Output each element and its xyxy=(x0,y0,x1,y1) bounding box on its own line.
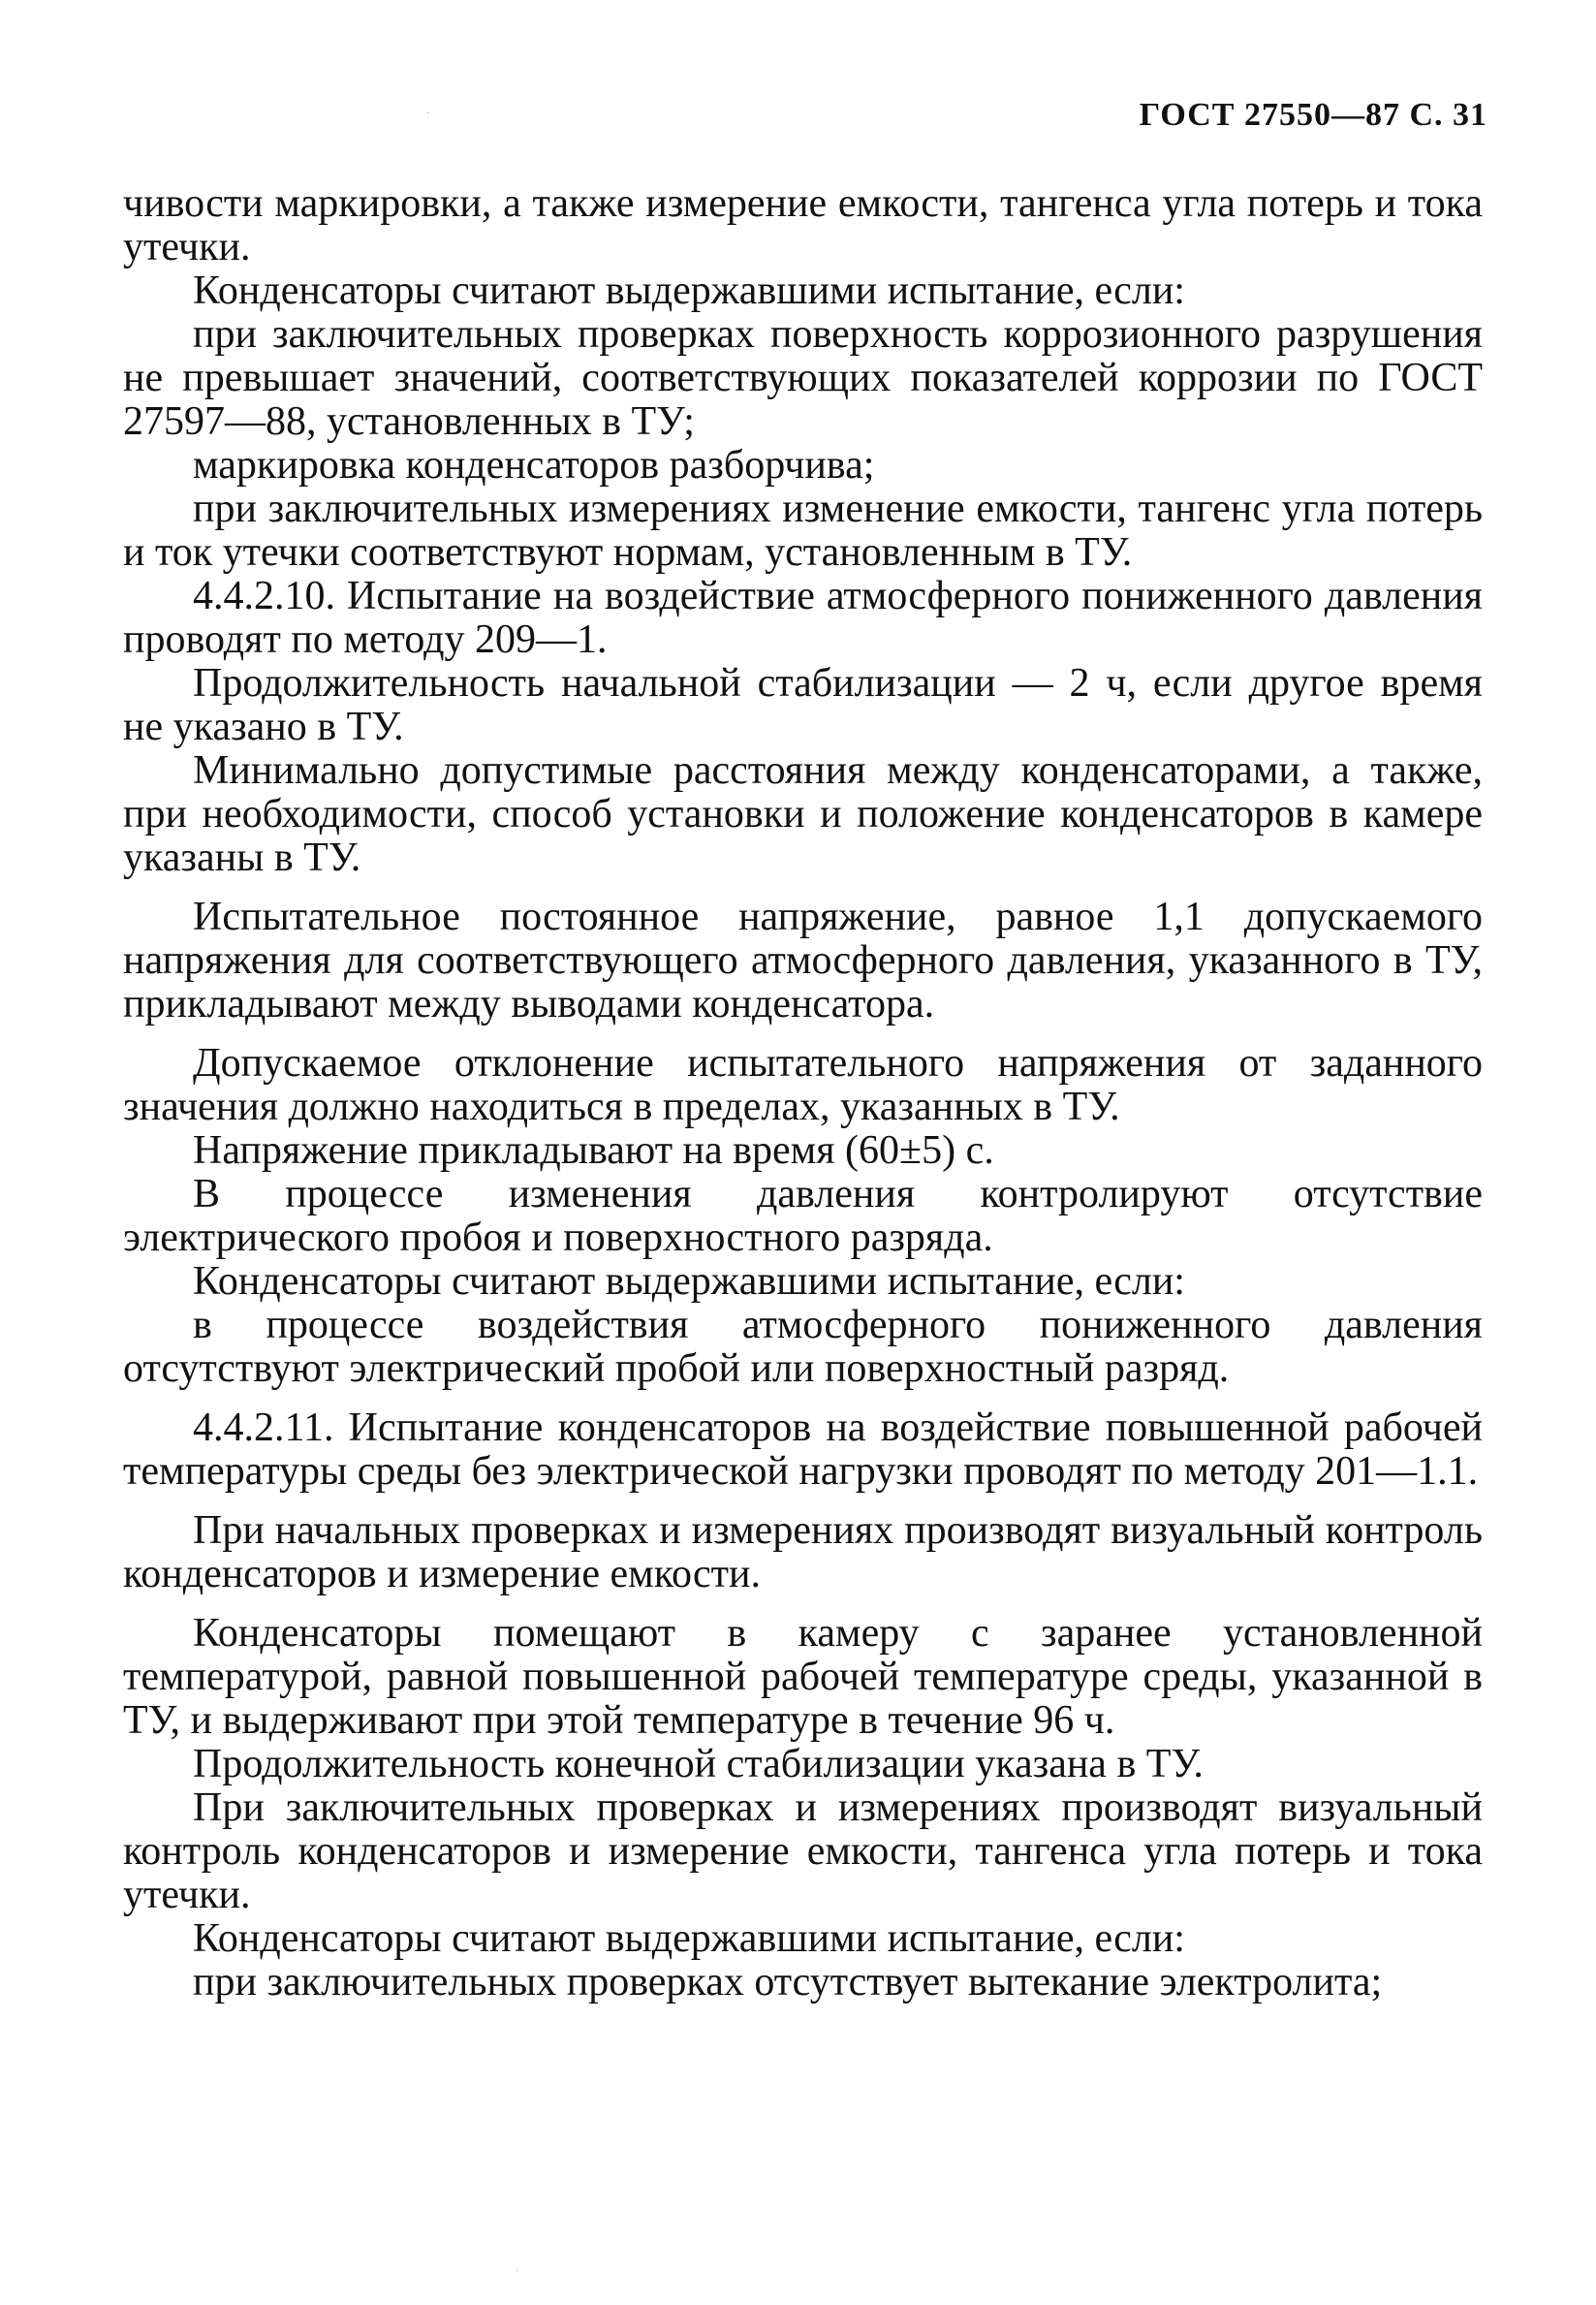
page-header: ГОСТ 27550—87 С. 31 xyxy=(1139,97,1487,133)
paragraph: при заключительных проверках поверхность коррозионного разрушения не превышает значений, соответствующих показателей коррозии по ГОСТ 27597—88, установленных в ТУ; xyxy=(123,312,1483,444)
paragraph: В процессе изменения давления контролируют отсутствие электрического пробоя и поверхностного разряда. xyxy=(123,1172,1483,1260)
paragraph: при заключительных проверках отсутствует вытекание электролита; xyxy=(193,1960,1383,2005)
scan-speck: · xyxy=(516,2266,519,2277)
paragraph: Допускаемое отклонение испытательного напряжения от заданного значения должно находиться в пределах, указанных в ТУ. xyxy=(123,1041,1483,1129)
paragraph: маркировка конденсаторов разборчива; xyxy=(193,443,875,488)
paragraph: в процессе воздействия атмосферного пониженного давления отсутствуют электрический пробой или поверхностный разряд. xyxy=(123,1303,1483,1391)
document-body xyxy=(123,182,1483,2005)
paragraph: Минимально допустимые расстояния между конденсаторами, а также, при необходимости, способ установки и положение конденсаторов в камере указаны в ТУ. xyxy=(123,748,1483,880)
section-4-4-2-10: 4.4.2.10. Испытание на воздействие атмосферного пониженного давления проводят по методу 209—1. xyxy=(123,574,1483,662)
paragraph: Конденсаторы считают выдержавшими испытание, если: xyxy=(193,1259,1185,1304)
paragraph: Испытательное постоянное напряжение, равное 1,1 допускаемого напряжения для соответствующего атмосферного давления, указанного в ТУ, прикладывают между выводами конденсатора. xyxy=(123,895,1483,1026)
section-4-4-2-11: 4.4.2.11. Испытание конденсаторов на воздействие повышенной рабочей температуры среды без электрической нагрузки проводят по методу 201—1.1. xyxy=(123,1405,1483,1494)
paragraph: Напряжение прикладывают на время (60±5) с. xyxy=(193,1128,994,1173)
paragraph: При начальных проверках и измерениях производят визуальный контроль конденсаторов и измерение емкости. xyxy=(123,1508,1483,1596)
paragraph: Продолжительность конечной стабилизации указана в ТУ. xyxy=(193,1742,1204,1786)
paragraph: Конденсаторы считают выдержавшими испытание, если: xyxy=(193,268,1185,313)
paragraph: Конденсаторы помещают в камеру с заранее установленной температурой, равной повышенной рабочей температуре среды, указанной в ТУ, и выдерживают при этой температуре в течение 96 ч. xyxy=(123,1611,1483,1743)
paragraph: Конденсаторы считают выдержавшими испытание, если: xyxy=(193,1916,1185,1961)
scan-speck: · xyxy=(426,109,430,119)
paragraph: При заключительных проверках и измерениях производят визуальный контроль конденсаторов и измерение емкости, тангенса угла потерь и тока утечки. xyxy=(123,1785,1483,1917)
paragraph-continuation: чивости маркировки, а также измерение емкости, тангенса угла потерь и тока утечки. xyxy=(123,181,1483,269)
paragraph: Продолжительность начальной стабилизации — 2 ч, если другое время не указано в ТУ. xyxy=(123,661,1483,749)
paragraph: при заключительных измерениях изменение емкости, тангенс угла потерь и ток утечки соответствуют нормам, установленным в ТУ. xyxy=(123,487,1483,575)
